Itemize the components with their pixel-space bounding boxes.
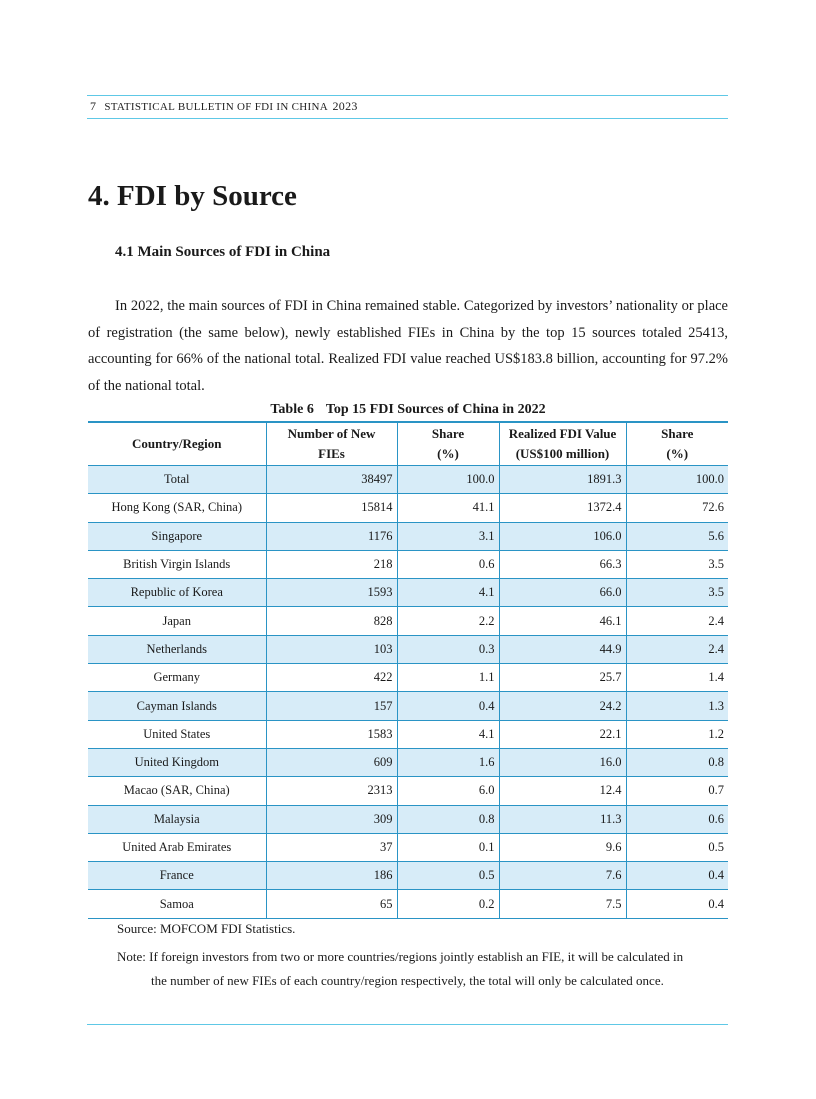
cell-fdi: 9.6 [499,833,626,861]
cell-share-fies: 0.2 [397,890,499,918]
cell-new-fies: 1593 [266,579,397,607]
cell-share-fies: 41.1 [397,494,499,522]
cell-share-fdi: 0.7 [626,777,728,805]
cell-country: United States [88,720,266,748]
cell-fdi: 66.3 [499,550,626,578]
cell-share-fdi: 72.6 [626,494,728,522]
cell-fdi: 24.2 [499,692,626,720]
cell-share-fies: 100.0 [397,466,499,494]
note-line-2: the number of new FIEs of each country/region respectively, the total will only be calculated once. [151,973,664,988]
running-header-year: 2023 [332,99,358,113]
cell-country: Cayman Islands [88,692,266,720]
cell-fdi: 106.0 [499,522,626,550]
table-row [88,635,728,663]
cell-new-fies: 1583 [266,720,397,748]
cell-fdi: 46.1 [499,607,626,635]
table-caption-label: Table 6 [270,402,314,417]
cell-new-fies: 157 [266,692,397,720]
cell-new-fies: 103 [266,635,397,663]
header-top-rule [87,95,728,96]
cell-new-fies: 422 [266,664,397,692]
table-row [88,862,728,890]
cell-new-fies: 15814 [266,494,397,522]
table-row [88,579,728,607]
cell-share-fdi: 5.6 [626,522,728,550]
cell-country: Macao (SAR, China) [88,777,266,805]
subsection-title: 4.1 Main Sources of FDI in China [115,244,331,260]
cell-new-fies: 1176 [266,522,397,550]
cell-new-fies: 609 [266,748,397,776]
cell-share-fdi: 1.4 [626,664,728,692]
cell-new-fies: 38497 [266,466,397,494]
cell-share-fies: 0.3 [397,635,499,663]
cell-share-fdi: 2.4 [626,607,728,635]
cell-country: Singapore [88,522,266,550]
cell-new-fies: 309 [266,805,397,833]
cell-share-fies: 6.0 [397,777,499,805]
table-row [88,833,728,861]
footer-rule [87,1024,728,1025]
cell-fdi: 1372.4 [499,494,626,522]
cell-share-fies: 0.4 [397,692,499,720]
cell-share-fdi: 3.5 [626,550,728,578]
cell-share-fies: 0.8 [397,805,499,833]
cell-fdi: 22.1 [499,720,626,748]
cell-share-fies: 0.5 [397,862,499,890]
cell-new-fies: 65 [266,890,397,918]
body-paragraph: In 2022, the main sources of FDI in China remained stable. Categorized by investors’ nationality or place of registration (the same below), newly established FIEs in China by the top 15 sources totaled 25413, accounting for 66% of the national total. Realized FDI value reached US$183.8 billion, accounting for 97.2% of the national total. [88,298,728,394]
cell-share-fdi: 0.5 [626,833,728,861]
header-bottom-rule [87,118,728,119]
cell-share-fdi: 0.4 [626,890,728,918]
cell-share-fies: 4.1 [397,720,499,748]
cell-share-fies: 2.2 [397,607,499,635]
page-number: 7 [90,99,97,113]
footnote [117,945,729,993]
table-row [88,748,728,776]
cell-fdi: 1891.3 [499,466,626,494]
fdi-sources-table [88,421,728,919]
cell-share-fdi: 0.6 [626,805,728,833]
cell-country: British Virgin Islands [88,550,266,578]
note-line-1: If foreign investors from two or more countries/regions jointly establish an FIE, it will be calculated in [149,949,684,964]
cell-country: Samoa [88,890,266,918]
cell-country: Germany [88,664,266,692]
table-row [88,664,728,692]
cell-share-fdi: 3.5 [626,579,728,607]
cell-country: Total [88,466,266,494]
table-row [88,890,728,918]
cell-share-fies: 1.6 [397,748,499,776]
cell-country: Japan [88,607,266,635]
cell-share-fies: 3.1 [397,522,499,550]
cell-country: United Kingdom [88,748,266,776]
cell-share-fdi: 0.4 [626,862,728,890]
table-row [88,550,728,578]
cell-new-fies: 218 [266,550,397,578]
cell-new-fies: 2313 [266,777,397,805]
cell-share-fies: 0.6 [397,550,499,578]
cell-share-fdi: 2.4 [626,635,728,663]
cell-new-fies: 186 [266,862,397,890]
cell-fdi: 16.0 [499,748,626,776]
cell-fdi: 44.9 [499,635,626,663]
running-header [90,99,358,114]
table-row [88,466,728,494]
cell-share-fdi: 0.8 [626,748,728,776]
cell-fdi: 11.3 [499,805,626,833]
cell-share-fdi: 1.2 [626,720,728,748]
header-share-fdi: Share (%) [626,422,728,466]
note-label: Note: [117,949,146,964]
cell-share-fdi: 100.0 [626,466,728,494]
table-row [88,522,728,550]
header-realized-fdi: Realized FDI Value (US$100 million) [499,422,626,466]
cell-fdi: 66.0 [499,579,626,607]
cell-share-fdi: 1.3 [626,692,728,720]
cell-share-fies: 1.1 [397,664,499,692]
header-country: Country/Region [88,422,266,466]
cell-country: Hong Kong (SAR, China) [88,494,266,522]
cell-country: Netherlands [88,635,266,663]
cell-new-fies: 828 [266,607,397,635]
table-row [88,494,728,522]
header-new-fies: Number of New FIEs [266,422,397,466]
table-row [88,692,728,720]
cell-country: France [88,862,266,890]
cell-share-fies: 0.1 [397,833,499,861]
cell-fdi: 25.7 [499,664,626,692]
table-header-row [88,422,728,466]
table-row [88,720,728,748]
table-row [88,805,728,833]
section-title: 4. FDI by Source [88,180,297,212]
running-header-title: STATISTICAL BULLETIN OF FDI IN CHINA [104,101,328,113]
header-share-fies: Share (%) [397,422,499,466]
table-row [88,607,728,635]
cell-country: Republic of Korea [88,579,266,607]
cell-country: United Arab Emirates [88,833,266,861]
table-caption [88,402,728,418]
table-caption-title: Top 15 FDI Sources of China in 2022 [325,402,546,417]
cell-fdi: 12.4 [499,777,626,805]
source-note: Source: MOFCOM FDI Statistics. [117,921,296,936]
cell-fdi: 7.6 [499,862,626,890]
cell-country: Malaysia [88,805,266,833]
cell-new-fies: 37 [266,833,397,861]
cell-fdi: 7.5 [499,890,626,918]
table-row [88,777,728,805]
cell-share-fies: 4.1 [397,579,499,607]
